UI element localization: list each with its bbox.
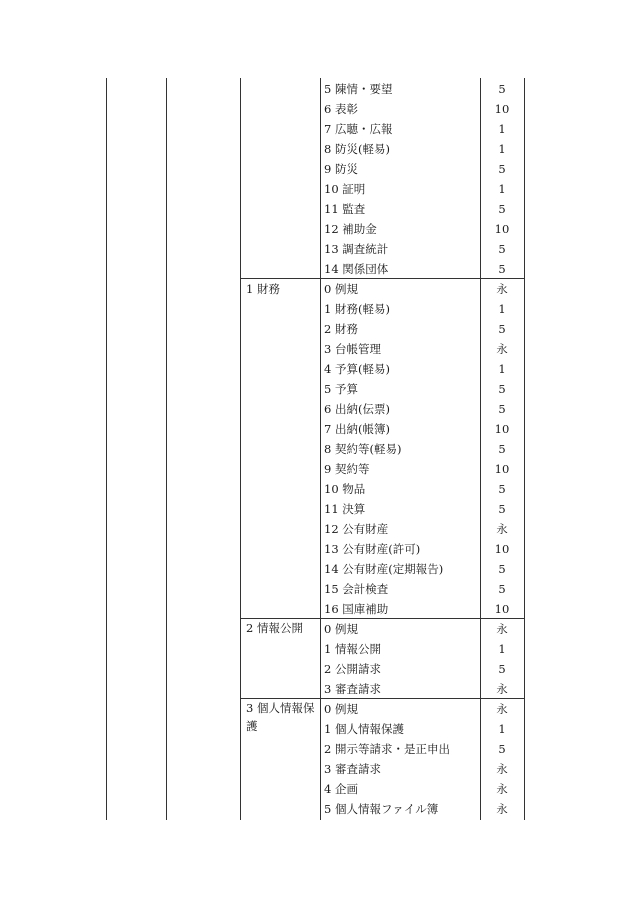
retention-period: 10 — [494, 102, 510, 116]
item-name: 1 情報公開 — [324, 642, 381, 656]
middle-category-name: 3 個人情報保護 — [246, 701, 315, 733]
item-name: 11 決算 — [324, 502, 366, 516]
retention-period: 永 — [496, 342, 508, 356]
item-name: 11 監査 — [324, 202, 366, 216]
item-name: 10 物品 — [324, 482, 366, 496]
item-name: 1 財務(軽易) — [324, 302, 390, 316]
item-name: 9 契約等 — [324, 462, 370, 476]
item-name: 3 台帳管理 — [324, 342, 381, 356]
retention-period: 永 — [496, 782, 508, 796]
item-name: 13 調査統計 — [324, 242, 389, 256]
retention-period: 1 — [498, 362, 506, 376]
item-name: 8 防災(軽易) — [324, 142, 390, 156]
column-border — [320, 78, 321, 820]
retention-period: 5 — [498, 402, 506, 416]
retention-period: 永 — [496, 762, 508, 776]
column-border — [166, 78, 167, 820]
item-name: 7 広聴・広報 — [324, 122, 393, 136]
item-name: 2 開示等請求・是正申出 — [324, 742, 450, 756]
retention-period: 5 — [498, 662, 506, 676]
retention-period: 1 — [498, 182, 506, 196]
retention-period: 5 — [498, 442, 506, 456]
retention-period: 10 — [494, 222, 510, 236]
column-border — [106, 78, 107, 820]
item-name: 6 表彰 — [324, 102, 358, 116]
retention-period: 5 — [498, 262, 506, 276]
retention-period: 5 — [498, 582, 506, 596]
item-name: 5 陳情・要望 — [324, 82, 393, 96]
retention-schedule-table — [106, 78, 524, 820]
item-name: 5 個人情報ファイル簿 — [324, 802, 439, 816]
retention-period: 1 — [498, 302, 506, 316]
item-name: 16 国庫補助 — [324, 602, 389, 616]
retention-period: 10 — [494, 602, 510, 616]
retention-period: 永 — [496, 802, 508, 816]
retention-period: 1 — [498, 122, 506, 136]
retention-period: 5 — [498, 742, 506, 756]
retention-period: 10 — [494, 422, 510, 436]
item-name: 0 例規 — [324, 282, 358, 296]
retention-period: 永 — [496, 682, 508, 696]
column-border — [524, 78, 525, 820]
retention-period: 5 — [498, 242, 506, 256]
retention-period: 5 — [498, 82, 506, 96]
item-name: 5 予算 — [324, 382, 358, 396]
item-name: 8 契約等(軽易) — [324, 442, 402, 456]
item-name: 0 例規 — [324, 622, 358, 636]
item-name: 12 補助金 — [324, 222, 377, 236]
column-border — [240, 78, 241, 820]
retention-period: 1 — [498, 722, 506, 736]
item-name: 10 証明 — [324, 182, 366, 196]
retention-period: 永 — [496, 522, 508, 536]
retention-period: 永 — [496, 622, 508, 636]
item-name: 7 出納(帳簿) — [324, 422, 390, 436]
item-name: 1 個人情報保護 — [324, 722, 404, 736]
retention-period: 永 — [496, 282, 508, 296]
retention-period: 5 — [498, 562, 506, 576]
item-name: 0 例規 — [324, 702, 358, 716]
middle-category-name: 1 財務 — [246, 282, 280, 296]
retention-period: 5 — [498, 502, 506, 516]
retention-period: 5 — [498, 322, 506, 336]
item-name: 12 公有財産 — [324, 522, 389, 536]
item-name: 14 公有財産(定期報告) — [324, 562, 444, 576]
item-name: 3 審査請求 — [324, 762, 381, 776]
item-name: 4 予算(軽易) — [324, 362, 390, 376]
middle-category-name: 2 情報公開 — [246, 621, 303, 635]
retention-period: 10 — [494, 462, 510, 476]
item-name: 3 審査請求 — [324, 682, 381, 696]
retention-period: 1 — [498, 142, 506, 156]
item-name: 9 防災 — [324, 162, 358, 176]
item-name: 14 関係団体 — [324, 262, 389, 276]
retention-period: 5 — [498, 162, 506, 176]
retention-period: 5 — [498, 482, 506, 496]
item-name: 4 企画 — [324, 782, 358, 796]
retention-period: 5 — [498, 382, 506, 396]
retention-period: 1 — [498, 642, 506, 656]
item-name: 13 公有財産(許可) — [324, 542, 421, 556]
item-name: 2 公開請求 — [324, 662, 381, 676]
retention-period: 5 — [498, 202, 506, 216]
item-name: 6 出納(伝票) — [324, 402, 390, 416]
item-name: 2 財務 — [324, 322, 358, 336]
retention-period: 10 — [494, 542, 510, 556]
item-name: 15 会計検査 — [324, 582, 389, 596]
retention-period: 永 — [496, 702, 508, 716]
